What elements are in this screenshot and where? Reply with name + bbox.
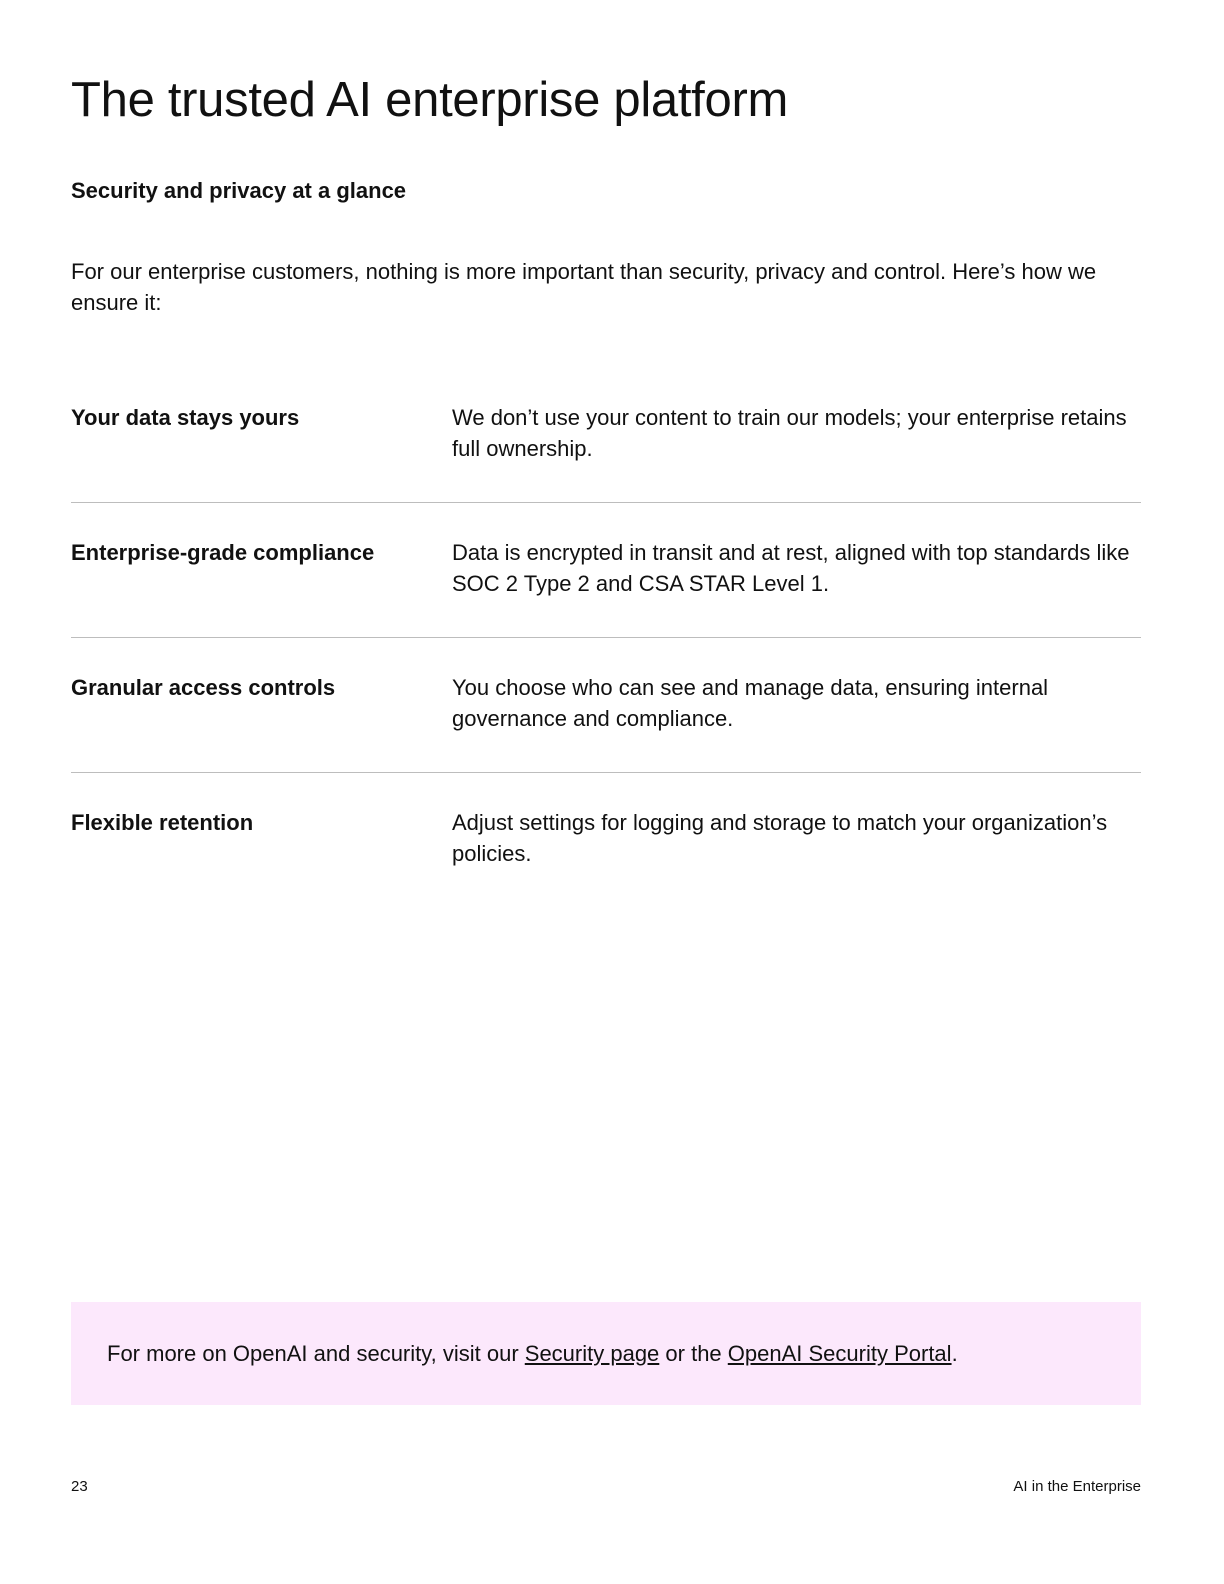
feature-label: Granular access controls <box>71 675 336 700</box>
feature-row <box>71 670 1141 773</box>
security-features-list <box>71 400 1141 939</box>
feature-label: Flexible retention <box>71 810 254 835</box>
feature-description: We don’t use your content to train our models; your enterprise retains full ownership. <box>452 405 1127 461</box>
feature-description: Data is encrypted in transit and at rest, aligned with top standards like SOC 2 Type 2 and CSA STAR Level 1. <box>452 540 1130 596</box>
feature-row <box>71 535 1141 638</box>
feature-row <box>71 805 1141 907</box>
page-number: 23 <box>71 1478 88 1495</box>
feature-label: Your data stays yours <box>71 405 300 430</box>
section-subtitle: Security and privacy at a glance <box>71 178 407 203</box>
callout-middle: or the <box>659 1340 728 1366</box>
callout-prefix: For more on OpenAI and security, visit our <box>107 1340 525 1366</box>
security-callout <box>71 1302 1141 1405</box>
feature-description: Adjust settings for logging and storage to match your organization’s policies. <box>452 810 1108 866</box>
document-title: AI in the Enterprise <box>1013 1478 1141 1495</box>
callout-text <box>107 1341 958 1367</box>
callout-suffix: . <box>951 1340 958 1366</box>
page-title: The trusted AI enterprise platform <box>71 73 788 127</box>
feature-description: You choose who can see and manage data, ensuring internal governance and compliance. <box>452 675 1049 731</box>
security-page-link[interactable]: Security page <box>524 1340 660 1366</box>
intro-paragraph: For our enterprise customers, nothing is more important than security, privacy and control. Here’s how we ensure it: <box>71 259 1097 315</box>
feature-row <box>71 400 1141 503</box>
security-portal-link[interactable]: OpenAI Security Portal <box>727 1340 952 1366</box>
feature-label: Enterprise-grade compliance <box>71 540 375 565</box>
